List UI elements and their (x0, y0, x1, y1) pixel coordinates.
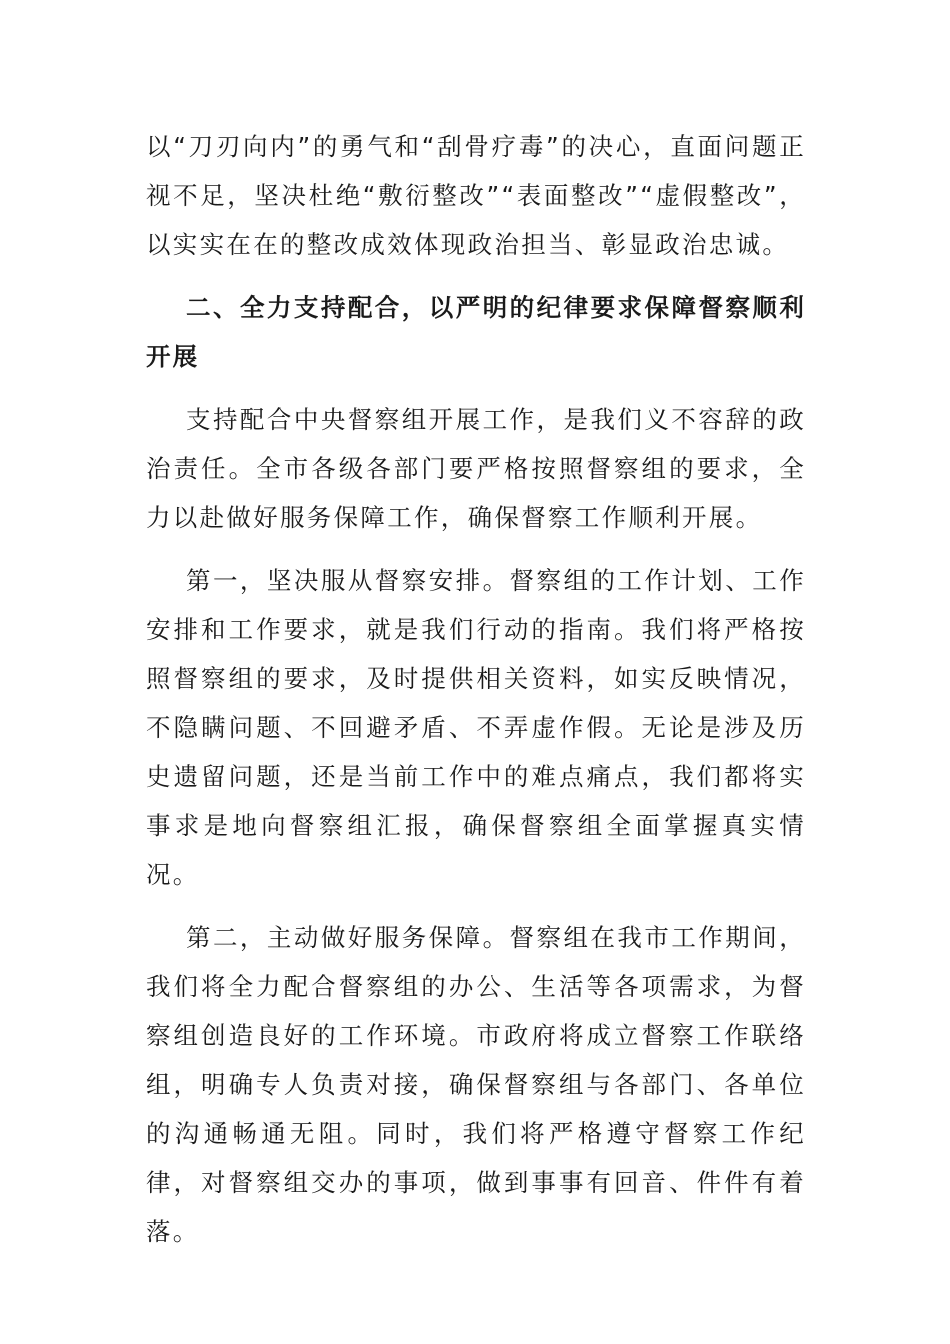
document-body (146, 122, 806, 1256)
paragraph-point-two: 第二，主动做好服务保障。督察组在我市工作期间，我们将全力配合督察组的办公、生活等各项需求，为督察组创造良好的工作环境。市政府将成立督察工作联络组，明确专人负责对接，确保督察组与各部门、各单位的沟通畅通无阻。同时，我们将严格遵守督察工作纪律，对督察组交办的事项，做到事事有回音、件件有着落。 (146, 923, 806, 1246)
paragraph-continuation: 以“刀刃向内”的勇气和“刮骨疗毒”的决心，直面问题正视不足，坚决杜绝“敷衍整改”“表面整改”“虚假整改”，以实实在在的整改成效体现政治担当、彰显政治忠诚。 (146, 132, 806, 259)
paragraph-intro: 支持配合中央督察组开展工作，是我们义不容辞的政治责任。全市各级各部门要严格按照督察组的要求，全力以赴做好服务保障工作，确保督察工作顺利开展。 (146, 405, 806, 532)
section-heading: 二、全力支持配合，以严明的纪律要求保障督察顺利开展 (146, 293, 806, 371)
paragraph-point-one: 第一，坚决服从督察安排。督察组的工作计划、工作安排和工作要求，就是我们行动的指南。我们将严格按照督察组的要求，及时提供相关资料，如实反映情况，不隐瞒问题、不回避矛盾、不弄虚作假。无论是涉及历史遗留问题，还是当前工作中的难点痛点，我们都将实事求是地向督察组汇报，确保督察组全面掌握真实情况。 (146, 566, 806, 889)
